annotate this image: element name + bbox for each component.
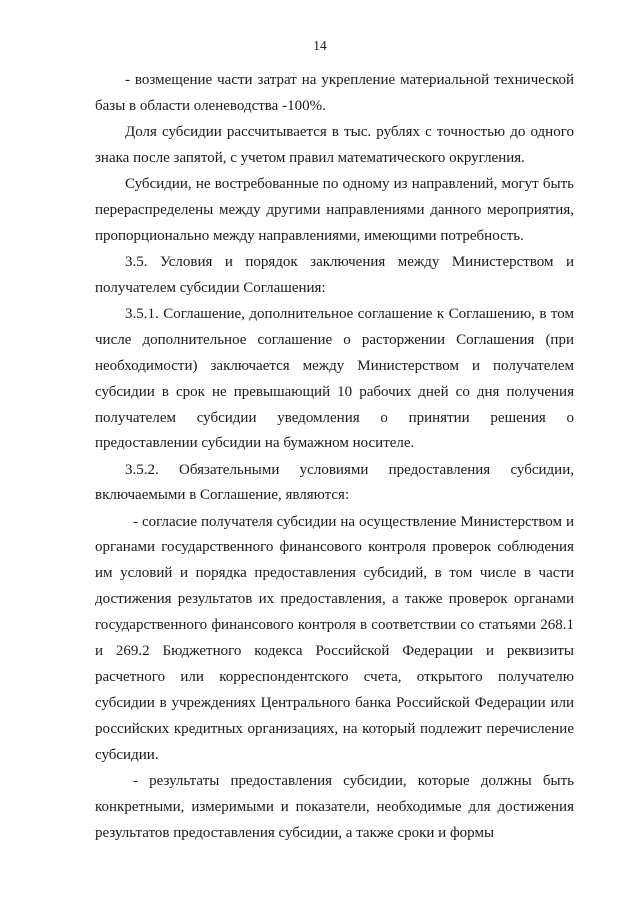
paragraph-section-3-5: 3.5. Условия и порядок заключения между Министерством и получателем субсидии Соглашения: (95, 253, 574, 296)
paragraph-compensation: - возмещение части затрат на укрепление материальной технической базы в области оленеводства -100%. (95, 72, 574, 114)
paragraph-results: - результаты предоставления субсидии, которые должны быть конкретными, измеримыми и показатели, необходимые для достижения результатов предоставления субсидии, а также сроки и формы (95, 772, 574, 841)
document-body (95, 68, 574, 847)
paragraph-section-3-5-2: 3.5.2. Обязательными условиями предоставления субсидии, включаемыми в Соглашение, являются: (95, 461, 574, 504)
paragraph-section-3-5-1: 3.5.1. Соглашение, дополнительное соглашение к Соглашению, в том числе дополнительное соглашение о расторжении Соглашения (при необходимости) заключается между Министерством и получателем субсидии в срок не превышающий 10 рабочих дней со дня получения получателем субсидии уведомления о принятии решения о предоставлении субсидии на бумажном носителе. (95, 305, 574, 452)
paragraph-subsidy-share: Доля субсидии рассчитывается в тыс. рублях с точностью до одного знака после запятой, с учетом правил математического округления. (95, 124, 574, 166)
page-number: 14 (313, 38, 327, 53)
paragraph-redistribution: Субсидии, не востребованные по одному из направлений, могут быть перераспределены между другими направлениями данного мероприятия, пропорционально между направлениями, имеющими потребность. (95, 176, 574, 244)
paragraph-consent: - согласие получателя субсидии на осуществление Министерством и органами государственного финансового контроля проверок соблюдения им условий и порядка предоставления субсидий, в том числе в части достижения результатов их предоставления, а также проверок органами государственного финансового контроля в соответствии со статьями 268.1 и 269.2 Бюджетного кодекса Российской Федерации и реквизиты расчетного или корреспондентского счета, открытого получателю субсидии в учреждениях Центрального банка Российской Федерации или российских кредитных организациях, на который подлежит перечисление субсидии. (95, 513, 574, 763)
